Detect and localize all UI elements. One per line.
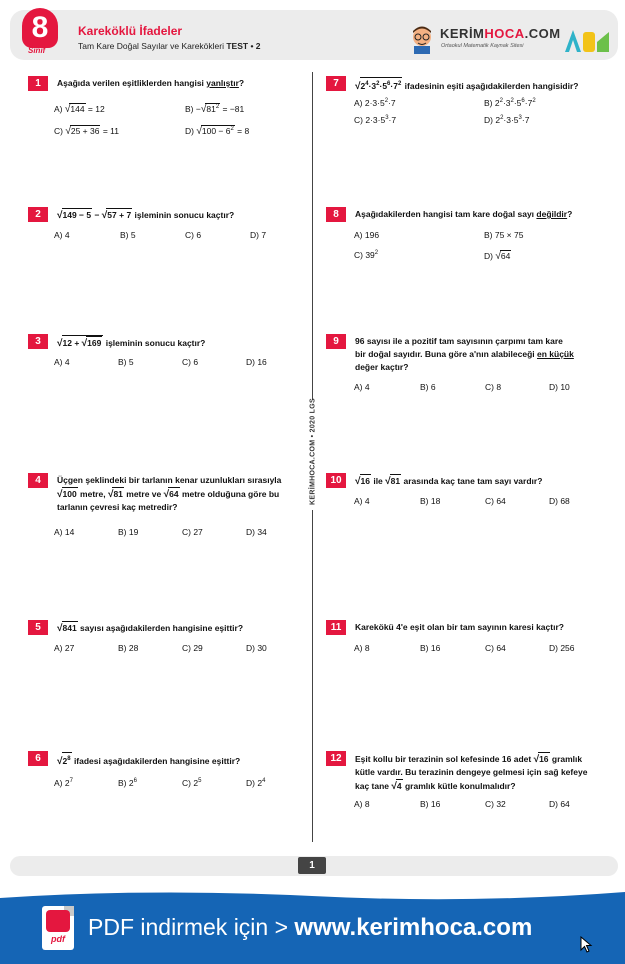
question-text: √149 − 5 − √57 + 7 işleminin sonucu kaçtır? xyxy=(57,210,235,221)
option-a[interactable]: A) 4 xyxy=(54,230,70,240)
brand-name: KERİMHOCA.COM xyxy=(440,26,561,41)
option-b[interactable]: B) $2^6$ xyxy=(118,778,137,788)
option-d[interactable]: D) $2^4$ xyxy=(246,778,266,788)
option-a[interactable]: A) $2^7$ xyxy=(54,778,73,788)
side-watermark: KERİMHOCA.COM • 2020 LGS xyxy=(305,400,319,510)
question-text: Aşağıda verilen eşitliklerden hangisi yanlıştır? xyxy=(57,78,245,88)
option-a[interactable]: A) 4 xyxy=(354,382,370,392)
grade-number: 8 xyxy=(22,8,58,48)
option-b[interactable]: B) 28 xyxy=(118,643,139,653)
question-text: 96 sayısı ile a pozitif tam sayısının çarpımı tam kare bir doğal sayıdır. Buna göre a'nın alabileceği en küçük değer kaçtır? xyxy=(355,336,574,372)
option-a[interactable]: A) 8 xyxy=(354,643,370,653)
site-logo[interactable] xyxy=(408,24,613,56)
option-d[interactable]: D) 10 xyxy=(549,382,570,392)
banner-wave xyxy=(0,886,625,906)
option-b[interactable]: B) 6 xyxy=(420,382,436,392)
question-text: Eşit kollu bir terazinin sol kefesinde 16 adet √16 gramlık kütle vardır. Bu terazinin dengeye gelmesi için sağ kefeye kaç tane √4 gramlık kütle konulmalıdır? xyxy=(355,754,588,792)
option-d[interactable]: D) $2^2\cdot 3\cdot 5^3\cdot 7$ xyxy=(484,115,530,125)
question-text: Karekökü 4'e eşit olan bir tam sayının karesi kaçtır? xyxy=(355,622,564,632)
option-b[interactable]: B) 16 xyxy=(420,799,441,809)
option-c[interactable]: C) 64 xyxy=(485,643,506,653)
question-number: 1 xyxy=(28,76,48,91)
option-b[interactable]: B) 16 xyxy=(420,643,441,653)
grade-label: Sınıf xyxy=(28,46,46,55)
option-b[interactable]: B) 18 xyxy=(420,496,441,506)
question-number: 7 xyxy=(326,76,346,91)
question-text: Üçgen şeklindeki bir tarlanın kenar uzunlukları sırasıyla √100 metre, √81 metre ve √64 metre olduğuna göre bu tarlanın çevresi kaç metredir? xyxy=(57,475,282,512)
question-number: 8 xyxy=(326,207,346,222)
mascot-icon xyxy=(408,24,436,54)
question-number: 9 xyxy=(326,334,346,349)
option-a[interactable]: A) 4 xyxy=(354,496,370,506)
option-b[interactable]: B) 75 × 75 xyxy=(484,230,524,240)
question-number: 11 xyxy=(326,620,346,635)
download-link[interactable] xyxy=(88,914,532,942)
option-c[interactable]: C) 64 xyxy=(485,496,506,506)
option-b[interactable]: B) 5 xyxy=(118,357,134,367)
option-c[interactable]: C) $2\cdot 3\cdot 5^3\cdot 7$ xyxy=(354,115,397,125)
page-title: Kareköklü İfadeler xyxy=(78,24,183,38)
option-a[interactable]: A) 196 xyxy=(354,230,380,240)
cursor-icon xyxy=(580,936,594,954)
question-number: 4 xyxy=(28,473,48,488)
option-a[interactable]: A) 14 xyxy=(54,527,75,537)
option-d[interactable]: D) 30 xyxy=(246,643,267,653)
option-c[interactable]: C) 27 xyxy=(182,527,203,537)
question-text: √841 sayısı aşağıdakilerden hangisine eşittir? xyxy=(57,623,244,634)
option-d[interactable]: D) 68 xyxy=(549,496,570,506)
grade-badge xyxy=(18,10,58,60)
question-number: 10 xyxy=(326,473,346,488)
option-c[interactable]: C) 32 xyxy=(485,799,506,809)
question-number: 6 xyxy=(28,751,48,766)
option-a[interactable]: A) $2\cdot 3\cdot 5^2\cdot 7$ xyxy=(354,98,396,108)
subtitle-text: Tam Kare Doğal Sayılar ve Karekökleri xyxy=(78,41,224,51)
question-number: 3 xyxy=(28,334,48,349)
download-text: PDF indirmek için > xyxy=(88,914,295,940)
question-text: √12 + √169 işleminin sonucu kaçtır? xyxy=(57,335,205,350)
option-c[interactable]: C) $39^2$ xyxy=(354,250,379,260)
question-text: Aşağıdakilerden hangisi tam kare doğal sayı değildir? xyxy=(355,209,573,219)
option-c[interactable]: C) 6 xyxy=(182,357,199,367)
abc-blocks-icon xyxy=(563,24,611,56)
option-c[interactable]: C) $2^5$ xyxy=(182,778,202,788)
test-label: TEST • 2 xyxy=(226,41,261,51)
question-number: 2 xyxy=(28,207,48,222)
question-number: 12 xyxy=(326,751,346,766)
option-c[interactable]: C) 6 xyxy=(185,230,202,240)
page-number: 1 xyxy=(298,857,326,874)
option-d[interactable]: D) 34 xyxy=(246,527,267,537)
site-url[interactable]: www.kerimhoca.com xyxy=(294,914,533,941)
option-d[interactable]: D) $√100 - 6^2 = 8$ xyxy=(185,126,250,137)
option-b[interactable]: B) $2^2\cdot 3^2\cdot 5^6\cdot 7^2$ xyxy=(484,98,536,108)
question-text: $√2^4\cdot 3^2\cdot 5^6\cdot 7^2$ ifadesinin eşiti aşağıdakilerden hangisidir? xyxy=(355,77,579,93)
question-text: √16 ile √81 arasında kaç tane tam sayı vardır? xyxy=(355,476,543,487)
option-d[interactable]: D) 16 xyxy=(246,357,267,367)
option-c[interactable]: C) 29 xyxy=(182,643,203,653)
option-a[interactable]: A) 4 xyxy=(54,357,70,367)
pdf-file-icon[interactable]: pdf xyxy=(42,906,74,950)
option-b[interactable]: B) 5 xyxy=(120,230,136,240)
question-number: 5 xyxy=(28,620,48,635)
option-b[interactable]: B) 19 xyxy=(118,527,139,537)
option-d[interactable]: D) 7 xyxy=(250,230,267,240)
option-d[interactable]: D) √64 xyxy=(484,251,511,262)
option-a[interactable]: A) 8 xyxy=(354,799,370,809)
option-c[interactable]: C) √25 + 36 = 11 xyxy=(54,126,119,137)
option-a[interactable]: A) 27 xyxy=(54,643,75,653)
option-d[interactable]: D) 256 xyxy=(549,643,575,653)
brand-tagline: Ortaokul Matematik Kaynak Sitesi xyxy=(441,43,524,49)
option-c[interactable]: C) 8 xyxy=(485,382,502,392)
option-b[interactable]: $B) -√81^2 = -81$ xyxy=(185,104,245,115)
page-subtitle xyxy=(78,41,261,51)
option-d[interactable]: D) 64 xyxy=(549,799,570,809)
option-a[interactable]: A) √144 = 12 xyxy=(54,104,105,115)
question-text: $√2^8$ ifadesi aşağıdakilerden hangisine eşittir? xyxy=(57,752,240,768)
